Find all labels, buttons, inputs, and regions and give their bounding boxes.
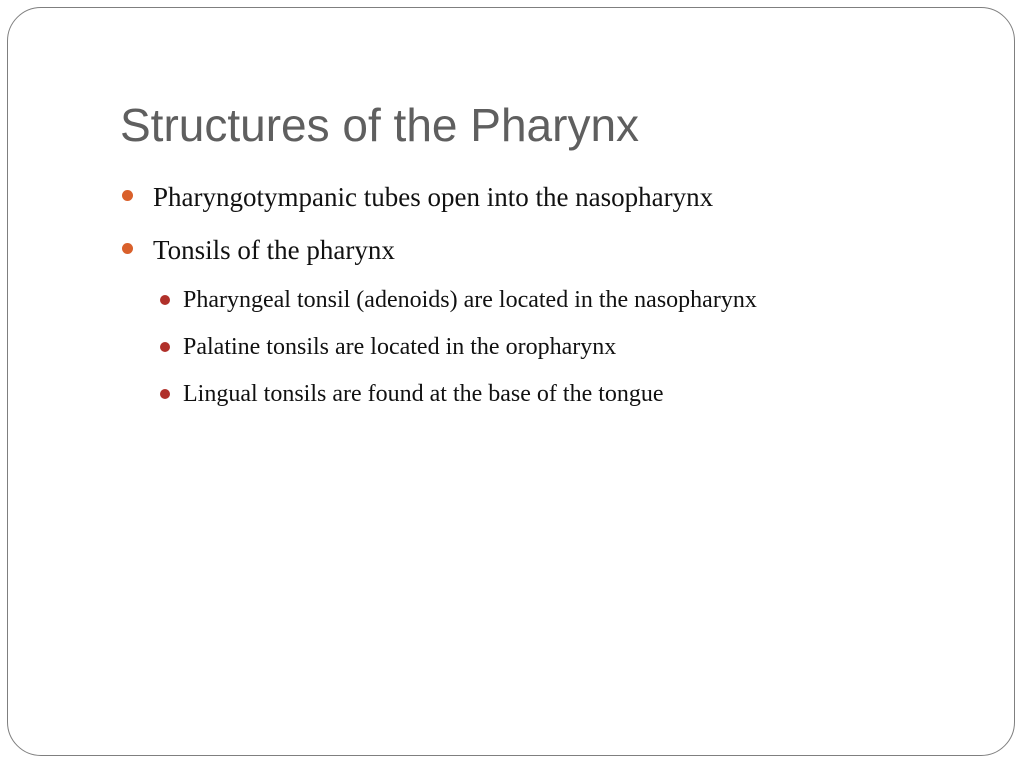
sub-bullet-dot-icon	[160, 389, 170, 399]
bullet-dot-icon	[122, 190, 133, 201]
bullet-item	[122, 175, 1002, 219]
sub-bullet-dot-icon	[160, 295, 170, 305]
bullet-item	[122, 228, 1002, 272]
sub-bullet-text: Lingual tonsils are found at the base of the tongue	[183, 381, 664, 407]
bullet-list	[122, 175, 1002, 422]
bullet-text: Pharyngotympanic tubes open into the nasopharynx	[153, 182, 714, 212]
bullet-dot-icon	[122, 243, 133, 254]
slide	[7, 7, 1015, 756]
sub-bullet-text: Palatine tonsils are located in the oropharynx	[183, 334, 617, 360]
sub-bullet-text: Pharyngeal tonsil (adenoids) are located in the nasopharynx	[183, 287, 757, 313]
bullet-text: Tonsils of the pharynx	[153, 235, 395, 265]
sub-bullet-item	[122, 328, 1002, 366]
sub-bullet-item	[122, 375, 1002, 413]
sub-bullet-dot-icon	[160, 342, 170, 352]
sub-bullet-item	[122, 281, 1002, 319]
slide-title: Structures of the Pharynx	[120, 99, 640, 151]
